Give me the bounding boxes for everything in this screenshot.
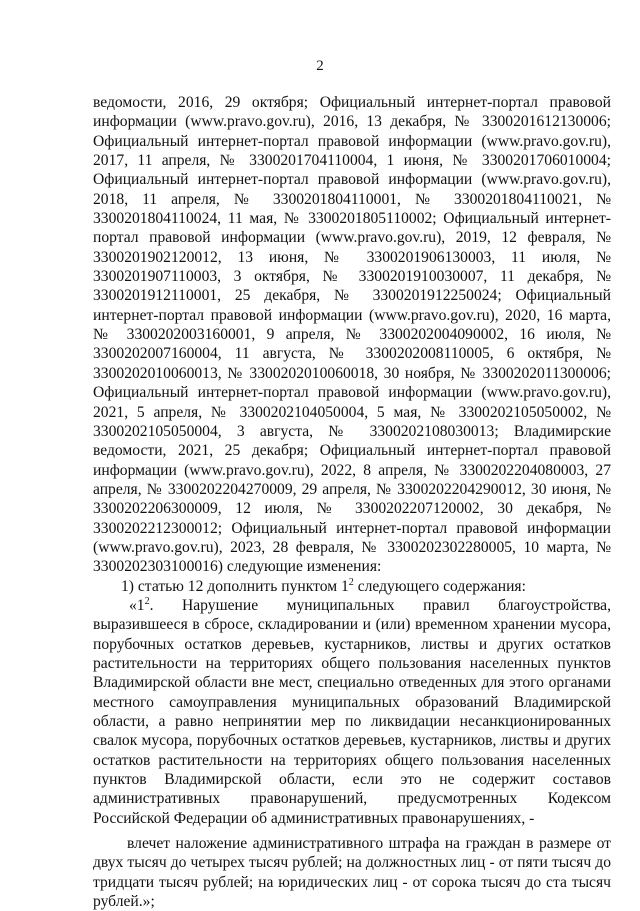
amendment-item-1-text: 1) статью 12 дополнить пунктом 1 [121,577,349,595]
quoted-clause-number: «1 [129,596,145,614]
publications-paragraph: ведомости, 2016, 29 октября; Официальный интернет-портал правовой информации (www.pravo.gov.ru), 2016, 13 декабря, № 3300201612130006; Официальный интернет-портал правовой информации (www.pravo.gov.ru), 2017, 11 апреля, № 3300201704110004, 1 июня, № 3300201706010004; Официальный интернет-портал правовой информации (www.pravo.gov.ru), 2018, 11 апреля, № 3300201804110001, № 3300201804110021, № 3300201804110024, 11 мая, № 3300201805110002; Официальный интернет-портал правовой информации (www.pravo.gov.ru), 2019, 12 февраля, № 3300201902120012, 13 июня, № 3300201906130003, 11 июля, № 3300201907110003, 3 октября, № 3300201910030007, 11 декабря, № 3300201912110001, 25 декабря, № 3300201912250024; Официальный интернет-портал правовой информации (www.pravo.gov.ru), 2020, 16 марта, № 3300202003160001, 9 апреля, № 3300202004090002, 16 июля, № 3300202007160004, 11 августа, № 3300202008110005, 6 октября, № 3300202010060013, № 3300202010060018, 30 ноября, № 3300202011300006; Официальный интернет-портал правовой информации (www.pravo.gov.ru), 2021, 5 апреля, № 3300202104050004, 5 мая, № 3300202105050002, № 3300202105050004, 3 августа, № 3300202108030013; Владимирские ведомости, 2021, 25 декабря; Официальный интернет-портал правовой информации (www.pravo.gov.ru), 2022, 8 апреля, № 3300202204080003, 27 апреля, № 3300202204270009, 29 апреля, № 3300202204290012, 30 июня, № 3300202206300009, 12 июля, № 3300202207120002, 30 декабря, № 3300202212300012; Официальный интернет-портал правовой информации (www.pravo.gov.ru), 2023, 28 февраля, № 3300202302280005, 10 марта, № 3300202303100016) следующие изменения: [93,94,611,576]
amendment-item-1-tail: следующего содержания: [353,577,526,595]
document-body [93,93,611,911]
quoted-clause-text: . Нарушение муниципальных правил благоустройства, выразившееся в сбросе, складировании и (или) временном хранении мусора, порубочных остатков деревьев, кустарников, листвы и других остатков растительности на территориях общего пользования населенных пунктов Владимирской области вне мест, специально отведенных для этого органами местного самоуправления муниципальных образований Владимирской области, а равно непринятии мер по ликвидации несанкционированных свалок мусора, порубочных остатков деревьев, кустарников, листвы и других остатков растительности на территориях общего пользования населенных пунктов Владимирской области, если это не содержит составов административных правонарушений, предусмотренных Кодексом Российской Федерации об административных правонарушениях, - [93,596,611,827]
penalty-paragraph: влечет наложение административного штрафа на граждан в размере от двух тысяч до четырех тысяч рублей; на должностных лиц - от пяти тысяч до тридцати тысяч рублей; на юридических лиц - от сорока тысяч до ста тысяч рублей.»; [93,835,611,911]
quoted-clause-superscript: 2 [144,595,150,607]
amendment-item-1 [93,577,611,596]
amendment-item-1-superscript: 2 [348,576,354,588]
quoted-clause [93,596,611,828]
page-number: 2 [316,58,324,74]
